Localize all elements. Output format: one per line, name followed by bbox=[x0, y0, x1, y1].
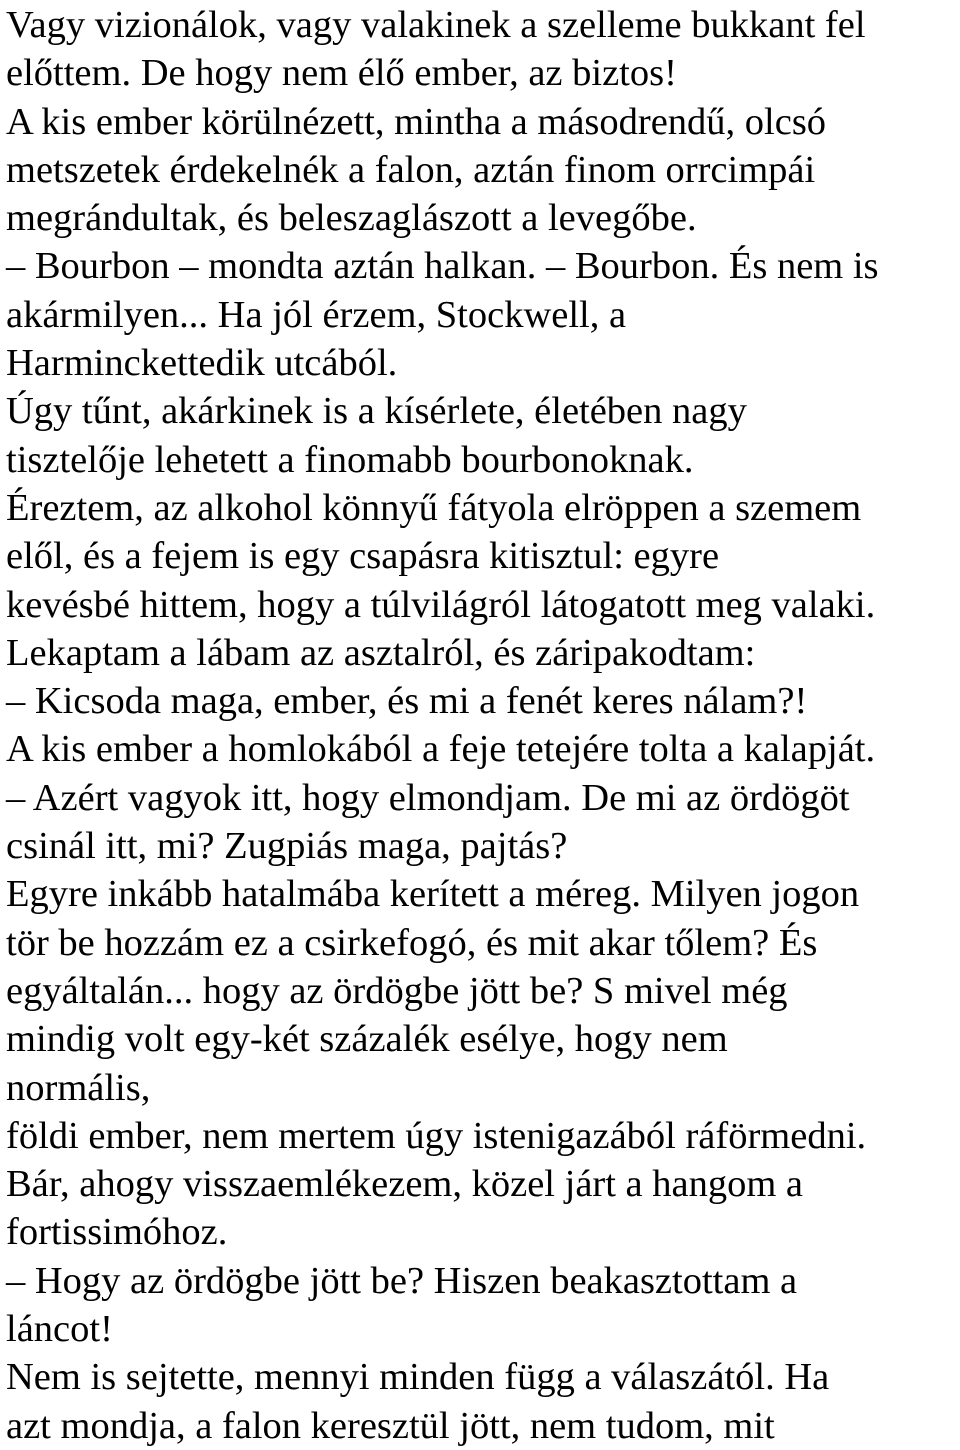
text-line: láncot! bbox=[6, 1308, 113, 1351]
text-line: kevésbé hittem, hogy a túlvilágról látogatott meg valaki. bbox=[6, 583, 876, 626]
text-line: megrándultak, és beleszaglászott a levegőbe. bbox=[6, 197, 697, 240]
text-line: előttem. De hogy nem élő ember, az biztos! bbox=[6, 52, 677, 95]
text-line: földi ember, nem mertem úgy istenigazából ráförmedni. bbox=[6, 1114, 867, 1157]
text-line: csinál itt, mi? Zugpiás maga, pajtás? bbox=[6, 825, 568, 868]
text-line: Vagy vizionálok, vagy valakinek a szelleme bukkant fel bbox=[6, 4, 866, 46]
text-line: Egyre inkább hatalmába kerített a méreg. Milyen jogon bbox=[6, 873, 860, 916]
text-line: Lekaptam a lábam az asztalról, és záripakodtam: bbox=[6, 631, 756, 674]
text-line: elől, és a fejem is egy csapásra kitisztul: egyre bbox=[6, 535, 720, 578]
text-line: Nem is sejtette, mennyi minden függ a válaszától. Ha bbox=[6, 1356, 830, 1399]
text-line: A kis ember a homlokából a feje tetejére tolta a kalapját. bbox=[6, 728, 876, 771]
text-line: tisztelője lehetett a finomabb bourbonoknak. bbox=[6, 438, 694, 481]
text-line: Éreztem, az alkohol könnyű fátyola elröppen a szemem bbox=[6, 486, 862, 529]
text-line: A kis ember körülnézett, mintha a másodrendű, olcsó bbox=[6, 100, 827, 143]
text-line: akármilyen... Ha jól érzem, Stockwell, a bbox=[6, 293, 627, 336]
text-line: – Bourbon – mondta aztán halkan. – Bourbon. És nem is bbox=[6, 245, 879, 288]
document-page bbox=[6, 1, 956, 1450]
text-line: Bár, ahogy visszaemlékezem, közel járt a hangom a bbox=[6, 1163, 804, 1206]
text-line: Harminckettedik utcából. bbox=[6, 342, 398, 385]
text-line: – Kicsoda maga, ember, és mi a fenét keres nálam?! bbox=[6, 680, 808, 723]
text-line: fortissimóhoz. bbox=[6, 1211, 228, 1254]
text-line: egyáltalán... hogy az ördögbe jött be? S mivel még bbox=[6, 969, 788, 1012]
text-line: – Azért vagyok itt, hogy elmondjam. De mi az ördögöt bbox=[6, 776, 850, 819]
text-line: metszetek érdekelnék a falon, aztán finom orrcimpái bbox=[6, 148, 816, 191]
text-line: Úgy tűnt, akárkinek is a kísérlete, életében nagy bbox=[6, 390, 747, 433]
text-line: tör be hozzám ez a csirkefogó, és mit akar tőlem? És bbox=[6, 921, 818, 964]
text-line: – Hogy az ördögbe jött be? Hiszen beakasztottam a bbox=[6, 1259, 798, 1302]
text-line: azt mondja, a falon keresztül jött, nem tudom, mit bbox=[6, 1404, 775, 1447]
text-line: mindig volt egy-két százalék esélye, hogy nem bbox=[6, 1018, 728, 1061]
text-line: normális, bbox=[6, 1066, 151, 1109]
